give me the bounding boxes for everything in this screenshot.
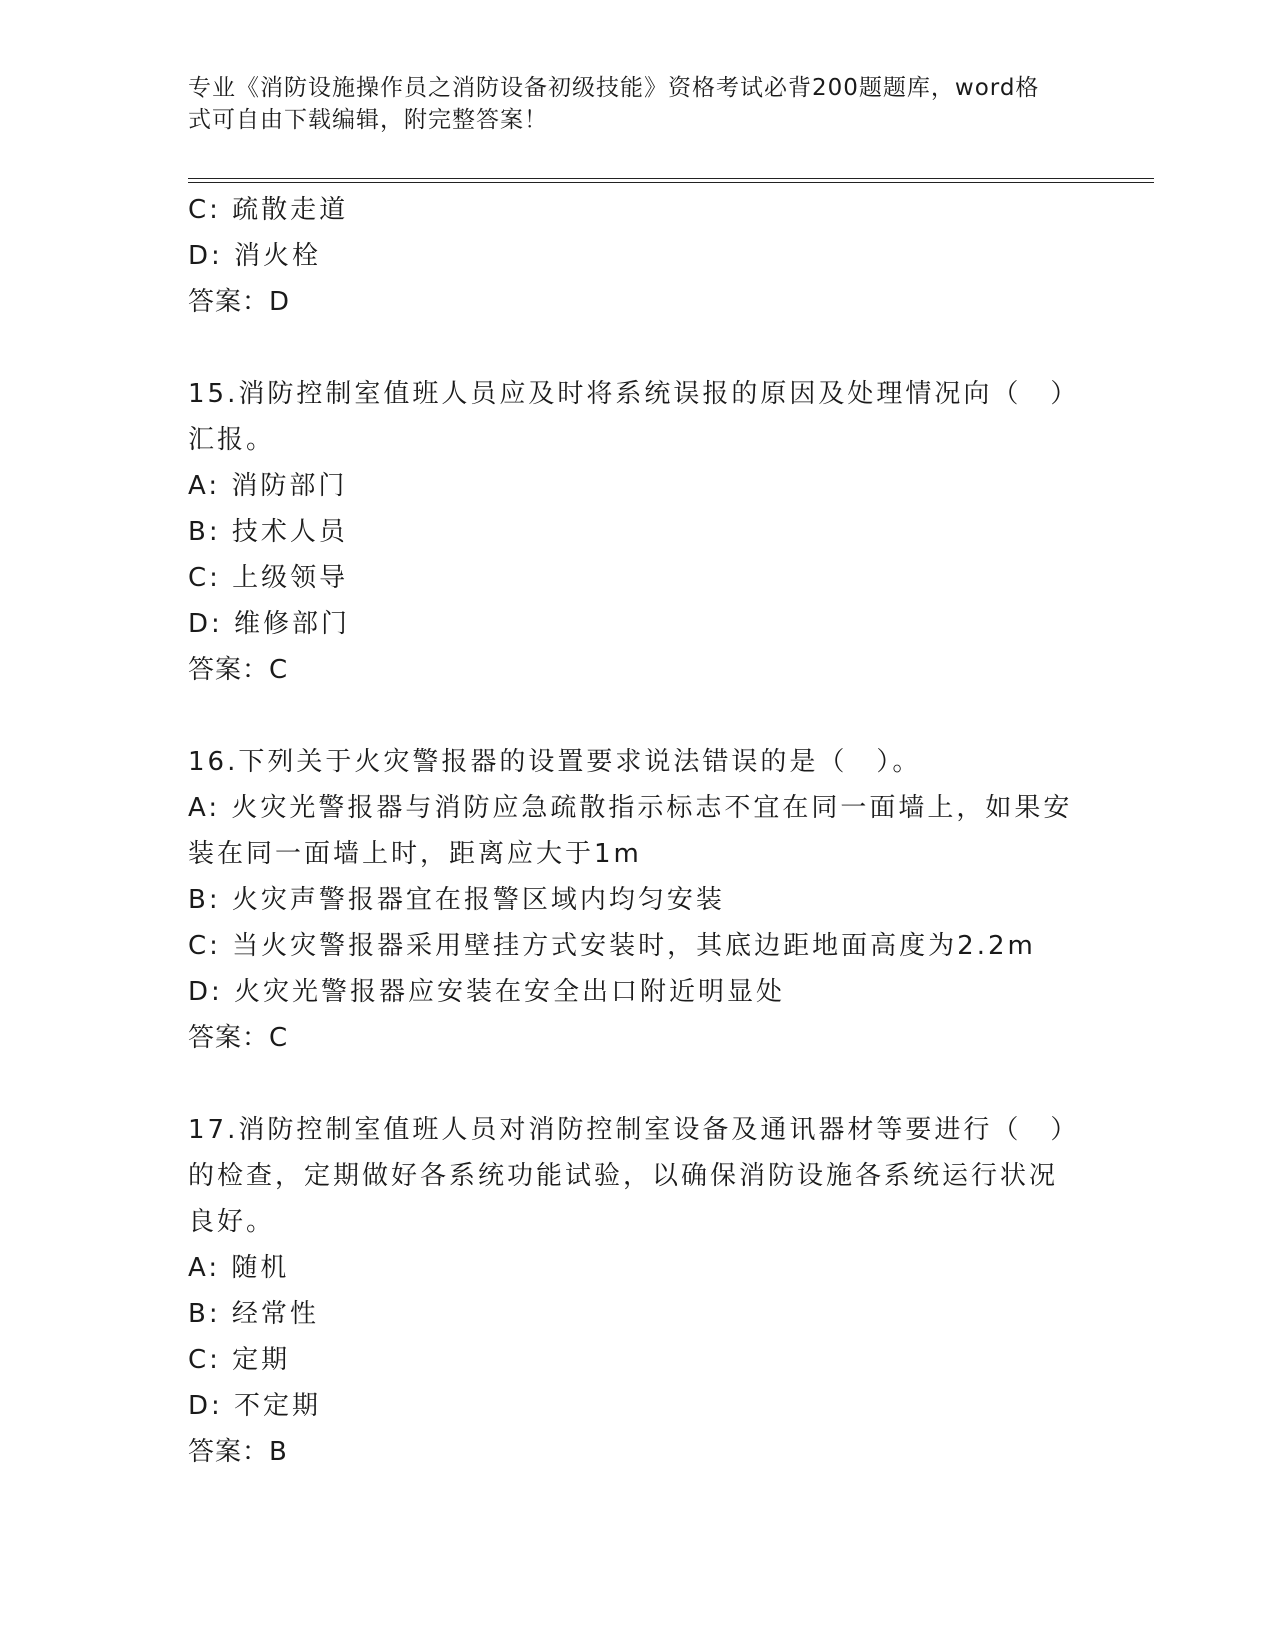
spacer bbox=[188, 693, 1088, 739]
question-17 bbox=[188, 1107, 1088, 1475]
option-a: A: 火灾光警报器与消防应急疏散指示标志不宜在同一面墙上，如果安 bbox=[188, 793, 1073, 823]
document-header bbox=[188, 72, 1068, 136]
answer-line: 答案：C bbox=[188, 1023, 289, 1053]
spacer bbox=[188, 325, 1088, 371]
header-divider-top bbox=[188, 178, 1154, 179]
question-text: 的检查，定期做好各系统功能试验，以确保消防设施各系统运行状况 bbox=[188, 1161, 1059, 1191]
option-a: A: 消防部门 bbox=[188, 471, 348, 501]
question-list bbox=[188, 187, 1088, 1475]
option-a: A: 随机 bbox=[188, 1253, 290, 1283]
question-text: 汇报。 bbox=[188, 425, 276, 455]
option-c: C: 疏散走道 bbox=[188, 195, 349, 225]
option-c: C: 上级领导 bbox=[188, 563, 349, 593]
header-line-1: 专业《消防设施操作员之消防设备初级技能》资格考试必背200题题库，word格 bbox=[188, 75, 1040, 101]
option-b: B: 火灾声警报器宜在报警区域内均匀安装 bbox=[188, 885, 725, 915]
header-divider-bottom bbox=[188, 182, 1154, 183]
answer-line: 答案：C bbox=[188, 655, 289, 685]
answer-line: 答案：B bbox=[188, 1437, 288, 1467]
option-c: C: 定期 bbox=[188, 1345, 291, 1375]
option-b: B: 经常性 bbox=[188, 1299, 319, 1329]
option-d: D: 不定期 bbox=[188, 1391, 322, 1421]
answer-line: 答案：D bbox=[188, 287, 291, 317]
previous-question-tail bbox=[188, 187, 1088, 325]
question-15 bbox=[188, 371, 1088, 693]
spacer bbox=[188, 1061, 1088, 1107]
option-d: D: 火灾光警报器应安装在安全出口附近明显处 bbox=[188, 977, 786, 1007]
header-line-2: 式可自由下载编辑，附完整答案！ bbox=[188, 107, 548, 133]
option-c: C: 当火灾警报器采用壁挂方式安装时，其底边距地面高度为2.2m bbox=[188, 931, 1036, 961]
question-text: 15.消防控制室值班人员应及时将系统误报的原因及处理情况向（ ） bbox=[188, 379, 1080, 409]
option-a-continued: 装在同一面墙上时，距离应大于1m bbox=[188, 839, 642, 869]
option-d: D: 维修部门 bbox=[188, 609, 351, 639]
option-b: B: 技术人员 bbox=[188, 517, 348, 547]
question-text: 17.消防控制室值班人员对消防控制室设备及通讯器材等要进行（ ） bbox=[188, 1115, 1080, 1145]
question-text: 16.下列关于火灾警报器的设置要求说法错误的是（ ）。 bbox=[188, 747, 922, 777]
option-d: D: 消火栓 bbox=[188, 241, 322, 271]
question-text: 良好。 bbox=[188, 1207, 276, 1237]
question-16 bbox=[188, 739, 1088, 1061]
